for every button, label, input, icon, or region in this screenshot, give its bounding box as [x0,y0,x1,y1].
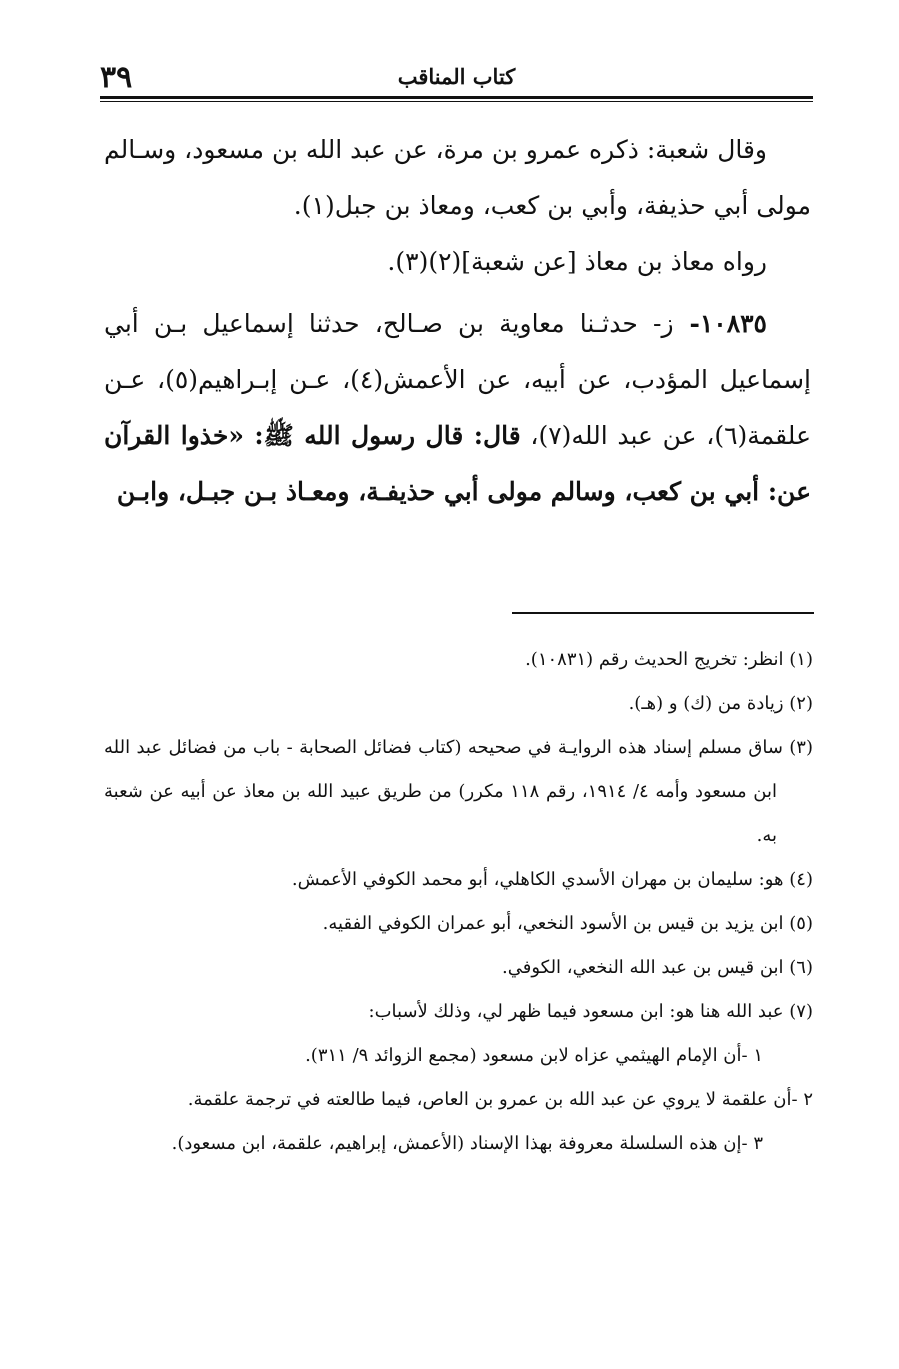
hadith-text: ز- حدثـنا معاوية بن صـالح، حدثنا إسماعيل بـن أبي إسماعيل المؤدب، عن أبيه، عن الأعمش(٤)، عـن إبـراهيم(٥)، عـن علقمة(٦)، عن عبد الله(٧)، [104,309,812,450]
hadith-bold-text: قال: قال رسول الله ﷺ: «خذوا القرآن عن: أبي بن كعب، وسالم مولى أبي حذيفـة، ومعـاذ بـن جبـل، وابـن [104,421,811,506]
footnote-7: (٧) عبد الله هنا هو: ابن مسعود فيما ظهر لي، وذلك لأسباب: [368,1001,813,1022]
footnotes [104,638,813,1166]
reason-2: ٢ -أن علقمة لا يروي عن عبد الله بن عمرو بن العاص، فيما طالعته في ترجمة علقمة. [187,1089,813,1110]
footnote-4: (٤) هو: سليمان بن مهران الأسدي الكاهلي، أبو محمد الكوفي الأعمش. [291,869,813,890]
footnote-2: (٢) زيادة من (ك) و (هـ). [628,693,813,714]
footnote-6: (٦) ابن قيس بن عبد الله النخعي، الكوفي. [502,957,813,978]
footnote-5: (٥) ابن يزيد بن قيس بن الأسود النخعي، أبو عمران الكوفي الفقيه. [322,913,813,934]
running-title: كتاب المناقب [397,64,516,89]
page-number: ٣٩ [100,60,133,95]
footnote-1: (١) انظر: تخريج الحديث رقم (١٠٨٣١). [525,649,813,670]
reason-3: ٣ -إن هذه السلسلة معروفة بهذا الإسناد (الأعمش، إبراهيم، علقمة، ابن مسعود). [171,1133,763,1154]
footnote-3: (٣) ساق مسلم إسناد هذه الروايـة في صحيحه (كتاب فضائل الصحابة - باب من فضائل عبد الله ابن مسعود وأمه ٤/ ١٩١٤، رقم ١١٨ مكرر) من طريق عبيد الله بن معاذ عن أبيه عن شعبة به. [104,737,813,846]
page-header [100,60,813,96]
main-text [104,122,811,520]
reason-1: ١ -أن الإمام الهيثمي عزاه لابن مسعود (مجمع الزوائد ٩/ ٣١١). [305,1045,763,1066]
paragraph-shuba: وقال شعبة: ذكره عمرو بن مرة، عن عبد الله بن مسعود، وسـالم مولى أبي حذيفة، وأبي بن كعب، ومعاذ بن جبل(١). [104,135,811,220]
footnote-rule [512,612,814,614]
hadith-number: ١٠٨٣٥- [673,309,767,338]
paragraph-riwaya: رواه معاذ بن معاذ [عن شعبة](٢)(٣). [387,247,767,276]
header-rule [100,96,813,102]
hadith-paragraph [104,296,811,520]
